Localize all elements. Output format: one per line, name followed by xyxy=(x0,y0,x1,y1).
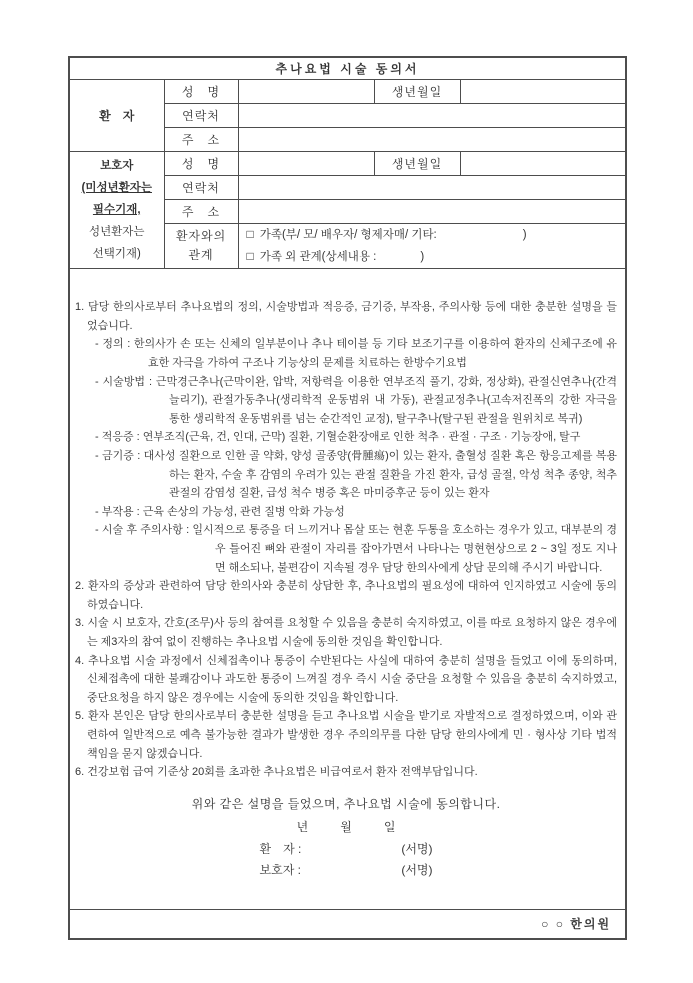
consent-sub-side-effects: - 부작용 : 근육 손상의 가능성, 관련 질병 악화 가능성 xyxy=(95,505,345,518)
patient-name-input-cell[interactable] xyxy=(238,80,374,104)
form-title: 추나요법 시술 동의서 xyxy=(69,57,626,80)
nonfamily-checkbox-icon[interactable]: □ xyxy=(246,249,254,263)
relation-label xyxy=(164,224,238,269)
patient-address-label: 주 소 xyxy=(164,128,238,152)
relation-option-nonfamily-text: 가족 외 관계(상세내용 : xyxy=(259,251,377,263)
guardian-sign-label: 보호자 : xyxy=(259,862,301,877)
patient-group-label: 환 자 xyxy=(69,80,164,152)
relation-option-nonfamily[interactable] xyxy=(247,246,626,268)
patient-birth-input-cell[interactable] xyxy=(460,80,626,104)
consent-sub-definition: - 정의 : 한의사가 손 또는 신체의 일부분이나 추나 테이블 등 기타 보조기구를 이용하여 환자의 신체구조에 유효한 자극을 가하여 구조나 기능상의 문제를 치료하는 한방수기요법 xyxy=(95,338,618,370)
consent-item-4: 4. 추나요법 시술 과정에서 신체접촉이나 통증이 수반된다는 사실에 대하여 충분히 설명을 들었고 이에 동의하며, 신체접촉에 대한 불쾌감이나 과도한 통증이 느껴질 경우 즉시 시술 중단을 요청할 수 있음을 충분히 숙지하였고, 중단요청을 하지 않은 경우에는 시술에 동의한 것임을 확인합니다. xyxy=(75,654,618,704)
guardian-name-label: 성 명 xyxy=(164,152,238,176)
hospital-name: ○ ○ 한의원 xyxy=(69,910,626,939)
year-label: 년 xyxy=(296,819,309,834)
guardian-contact-label: 연락처 xyxy=(164,176,238,200)
consent-body-cell xyxy=(69,269,626,910)
guardian-sign-suffix: (서명) xyxy=(401,862,433,877)
patient-birth-label: 생년월일 xyxy=(374,80,460,104)
relation-option-family-close: ) xyxy=(522,229,527,241)
patient-name-label: 성 명 xyxy=(164,80,238,104)
month-label: 월 xyxy=(340,819,352,834)
signature-date-line[interactable] xyxy=(75,815,617,839)
guardian-contact-input-cell[interactable] xyxy=(238,176,626,200)
patient-contact-input-cell[interactable] xyxy=(238,104,626,128)
signature-consent-line: 위와 같은 설명을 들었으며, 추나요법 시술에 동의합니다. xyxy=(191,796,501,811)
relation-option-family-text: 가족(부/ 모/ 배우자/ 형제자매/ 기타: xyxy=(259,229,437,241)
consent-form-table xyxy=(68,56,627,940)
guardian-note-line4: 선택기재) xyxy=(92,248,141,260)
day-label: 일 xyxy=(383,819,396,834)
patient-sign-suffix: (서명) xyxy=(401,841,433,856)
consent-item-2: 2. 환자의 증상과 관련하여 담당 한의사와 충분히 상담한 후, 추나요법의 필요성에 대하여 인지하였고 시술에 동의하였습니다. xyxy=(75,580,618,611)
guardian-birth-input-cell[interactable] xyxy=(460,152,626,176)
family-checkbox-icon[interactable]: □ xyxy=(246,227,254,241)
consent-sub-caution: - 시술 후 주의사항 : 일시적으로 통증을 더 느끼거나 몸살 또는 현훈 두통을 호소하는 경우가 있고, 대부분의 경우 틀어진 뼈와 관절이 자리를 잡아가면서 나타나는 명현현상으로 2 ~ 3일 정도 지나면 해소되나, 불편감이 지속될 경우 담당 한의사에게 상담 문의해 주시기 바랍니다. xyxy=(95,524,618,574)
patient-signature-row[interactable] xyxy=(260,839,433,860)
signature-block xyxy=(75,793,617,881)
relation-options-cell xyxy=(238,224,626,269)
guardian-signature-row[interactable] xyxy=(260,860,433,881)
guardian-group-label xyxy=(69,152,164,269)
relation-label-line2: 관계 xyxy=(188,248,214,262)
consent-item-3: 3. 시술 시 보호자, 간호(조무)사 등의 참여를 요청할 수 있음을 충분히 숙지하였고, 이를 따로 요청하지 않은 경우에는 제3자의 참여 없이 진행하는 추나요법 시술에 동의한 것임을 확인합니다. xyxy=(75,617,618,648)
consent-sub-contraindications: - 금기증 : 대사성 질환으로 인한 골 약화, 양성 골종양(骨腫瘍)이 있는 환자, 출혈성 질환 혹은 항응고제를 복용하는 환자, 수술 후 감염의 우려가 있는 관절 질환을 가진 환자, 급성 골절, 악성 척추 종양, 척추 관절의 감염성 질환, 급성 척수 병증 혹은 마미증후군 등이 있는 환자 xyxy=(95,450,618,500)
consent-sub-indications: - 적응증 : 연부조직(근육, 건, 인대, 근막) 질환, 기혈순환장애로 인한 척추 · 관절 · 구조 · 기능장애, 탈구 xyxy=(95,431,581,444)
guardian-address-label: 주 소 xyxy=(164,200,238,224)
guardian-address-input-cell[interactable] xyxy=(238,200,626,224)
patient-address-input-cell[interactable] xyxy=(238,128,626,152)
guardian-note-line3: 성년환자는 xyxy=(88,226,145,238)
patient-contact-label: 연락처 xyxy=(164,104,238,128)
consent-item-1: 1. 담당 한의사로부터 추나요법의 정의, 시술방법과 적응증, 금기증, 부작용, 주의사항 등에 대한 충분한 설명을 들었습니다. xyxy=(75,301,618,332)
consent-item-6: 6. 건강보험 급여 기준상 20회를 초과한 추나요법은 비급여로서 환자 전액부담입니다. xyxy=(75,766,478,779)
relation-label-line1: 환자와의 xyxy=(175,229,227,243)
consent-item-5: 5. 환자 본인은 담당 한의사로부터 충분한 설명을 듣고 추나요법 시술을 받기로 자발적으로 결정하였으며, 이와 관련하여 일반적으로 예측 불가능한 결과가 발생한 경우 주의의무를 다한 담당 한의사에게 민 · 형사상 기타 법적 책임을 묻지 않겠습니다. xyxy=(75,710,618,760)
patient-sign-label: 환 자 : xyxy=(259,841,302,856)
guardian-name-input-cell[interactable] xyxy=(238,152,374,176)
consent-sub-method: - 시술방법 : 근막경근추나(근막이완, 압박, 저항력을 이용한 연부조직 풀기, 강화, 정상화), 관절신연추나(간격늘리기), 관절가동추나(생리학적 운동범위 내 가동), 관절교정추나(고속저진폭의 강한 자극을 통한 생리학적 운동범위를 넘는 순간적인 교정), 탈구추나(탈구된 관절을 원위치로 복귀) xyxy=(95,375,618,425)
relation-option-family[interactable] xyxy=(247,224,626,246)
guardian-group-title: 보호자 xyxy=(100,160,134,172)
relation-option-nonfamily-close: ) xyxy=(420,251,425,263)
guardian-birth-label: 생년월일 xyxy=(374,152,460,176)
guardian-note-line1: (미성년환자는 xyxy=(81,182,152,194)
guardian-note-line2: 필수기재, xyxy=(92,204,141,216)
consent-items xyxy=(75,298,617,781)
